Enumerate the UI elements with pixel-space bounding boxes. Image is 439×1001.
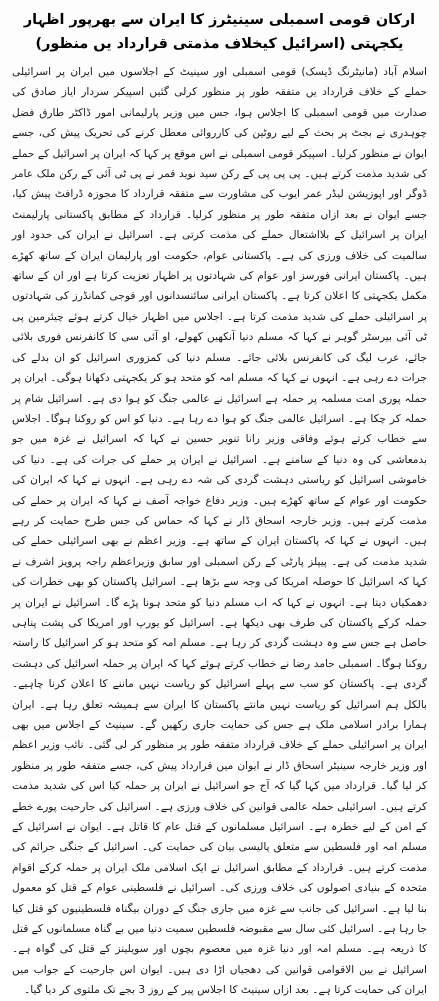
article-body: اسلام آباد (مانیٹرنگ ڈیسک) قومی اسمبلی اور سینیٹ کے اجلاسوں میں ایران پر اسرائیلی حملے کے خلاف قرارداد یں متفقہ طور پر منظور کرلی گئیں اسپیکر سردار ایاز صادق کی صدارت میں قومی اسمبلی کا اجلاس ہوا، جس میں وزیر پارلیمانی امور ڈاکٹر طارق فضل چوہدری نے بجٹ پر بحث کے لیے روٹین کی کارروائی معطل کرنے کی تحریک پیش کی، جسے ایوان نے منظور کرلیا۔ اسپیکر قومی اسمبلی نے اس موقع پر کہا کہ ایران پر اسرائیل کے حملے کی شدید مذمت کرتے ہیں۔ پی پی پی کے رکن سید نوید قمر نے پی ٹی آئی کے رکن ملک عامر ڈوگر اور اپوزیشن لیڈر عمر ایوب کی مشاورت سے متفقہ قرارداد کا مجوزہ ڈرافٹ پیش کیا، جسے ایوان نے بعد ازاں متفقہ طور پر منظور کرلیا۔ قرارداد کے مطابق پاکستانی پارلیمنٹ ایران پر اسرائیل کے بلااشتعال حملے کی مذمت کرتی ہے۔ اسرائیل نے ایران کی حدود اور سالمیت کی خلاف ورزی کی ہے۔ پاکستانی عوام، حکومت اور پارلیمان ایران کے ساتھ کھڑے ہیں۔ پاکستان ایرانی فورسز اور عوام کی شہادتوں پر اظہار تعزیت کرتا ہے اور ان کے ساتھ مکمل یکجہتی کا اعلان کرتا ہے۔ پاکستان ایرانی سائنسدانوں اور فوجی کمانڈرز کی شہادتوں پر اسرائیلی حملے کی شدید مذمت کرتا ہے۔ اجلاس میں اظہار خیال کرتے ہوئے چیئرمین پی ٹی آئی بیرسٹر گوہر نے کہا کہ مسلم دنیا آنکھیں کھولے، او آئی سی کا کانفرنس فوری بلائی جائے، عرب لیگ کی کانفرنس بلائی جائے۔ مسلم دنیا کی کمزوری اسرائیل کو ان بدلے کی جرات دے رہی ہے۔ انہوں نے کہا کہ مسلم امہ کو متحد ہو کر یکجہتی دکھانا ہوگی۔ ایران پر حملہ پوری امت مسلمہ پر حملہ ہے اسرائیل نے عالمی جنگ کو ہوا دی ہے۔ اسرائیل شام پر حملہ کر چکا ہے۔ اسرائیل عالمی جنگ کو ہوا دے رہا ہے۔ دنیا کو اس کو روکنا ہوگا۔ اجلاس سے خطاب کرتے ہوئے وفاقی وزیر رانا تنویر حسین نے کہا کہ اسرائیل نے غزہ میں جو بدمعاشی کی وہ دنیا کے سامنے ہے۔ اسرائیل نے ایران پر حملے کی جرات کی ہے۔ دنیا کی خاموشی اسرائیل کو ریاستی دہشت گردی کی شہ دے رہی ہے۔ انہوں نے کہا کہ ایران کی حکومت اور عوام کے ساتھ کھڑے ہیں۔ وزیر دفاع خواجہ آصف نے کہا کہ ایران پر حملے کی مذمت کرتے ہیں۔ وزیر خارجہ اسحاق ڈار نے کہا کہ حماس کی جس طرح حمایت کر رہے ہیں۔ انہوں نے کہا کہ پاکستان ایران کے ساتھ ہے۔ وزیر اعظم نے بھی اسرائیلی حملے کی شدید مذمت کی ہے۔ پیپلز پارٹی کے رکن اسمبلی اور سابق وزیراعظم راجہ پرویز اشرف نے کہا کہ اسرائیل کا حوصلہ امریکا کی وجہ سے بڑھا ہے۔ اسرائیل پاکستان کو بھی خطرات کی دھمکیاں دیتا ہے۔ انہوں نے کہا کہ اب مسلم دنیا کو متحد ہونا پڑے گا۔ اسرائیل نے ایران پر حملہ کرکے پاکستان کی طرف بھی دیکھا ہے۔ اسرائیل کو یورپ اور امریکا کی پشت پناہی حاصل ہے جس سے وہ دہشت گردی کر رہا ہے۔ مسلم امہ کو متحد ہو کر اسرائیل کا راستہ روکنا ہوگا۔ اسمبلی حامد رضا نے خطاب کرتے ہوئے کہا کہ ایران پر حملہ اسرائیل کی دہشت گردی ہے۔ پاکستان کو سب سے پہلے اسرائیل کو ریاست نہیں ماننے کا اعلان کرنا چاہیے۔ بالکل ہم اسرائیل کو ریاست نہیں مانتے پاکستان کا ایران سے ہمیشہ تعلق رہا ہے۔ ایران ہمارا برادر اسلامی ملک ہے جس کی حمایت جاری رکھیں گے۔ سینیٹ کے اجلاس میں بھی ایران پر اسرائیلی حملے کے خلاف قرارداد متفقہ طور پر منظور کر لی گئی۔ نائب وزیر اعظم اور وزیر خارجہ سینیٹر اسحاق ڈار نے ایوان میں قرارداد پیش کی، جسے متفقہ طور پر منظور کر لیا گیا۔ قرارداد میں کہا گیا کہ آج جو اسرائیل نے ایران پر حملہ کیا اس کی شدید مذمت کرتے ہیں۔ اسرائیلی حملہ عالمی قوانین کی خلاف ورزی ہے۔ اسرائیل کی جارحیت پورے خطے کے امن کے لیے خطرہ ہے۔ اسرائیل مسلمانوں کے قتل عام کا قاتل ہے۔ ایوان نے اسرائیل کے مسلم امہ اور فلسطین سے متعلق پالیسی بیان کی حمایت کی۔ اسرائیل کے جنگی جرائم کی مذمت کرتے ہیں۔ قرارداد کے مطابق اسرائیل نے ایک اسلامی ملک ایران پر حملہ کرکے اقوام متحدہ کے بنیادی اصولوں کی خلاف ورزی کی۔ اسرائیل نے فلسطینی عوام کے قتل کو معمول بنا لیا ہے۔ اسرائیل کی جانب سے غزہ میں جاری جنگ کے دوران بیگناہ فلسطینیوں کو قتل کیا جا رہا ہے۔ اسرائیل کئی سال سے مقبوضہ فلسطین سمیت دنیا میں بے گناہ مسلمانوں کے قتل کا ذریعہ ہے۔ مسلم امہ اور دنیا غزہ میں معصوم بچوں اور سویلینز کے قتل کی گواہ ہے۔ اسرائیل نے بین الاقوامی قوانین کی دھجیاں اڑا دی ہیں۔ ایوان اس جارحیت کے جواب میں ایران کی حمایت کرتا ہے۔ بعد ازاں سینیٹ کا اجلاس پیر کے روز 3 بجے تک ملتوی کر دیا گیا۔ [12, 66, 427, 997]
article-headline: ارکان قومی اسمبلی سینیٹرز کا ایران سے بھرپور اظہار یکجہتی (اسرائیل کیخلاف مذمتی قرارداد یں منظور) [23, 12, 416, 52]
article-body-container [12, 62, 427, 1001]
